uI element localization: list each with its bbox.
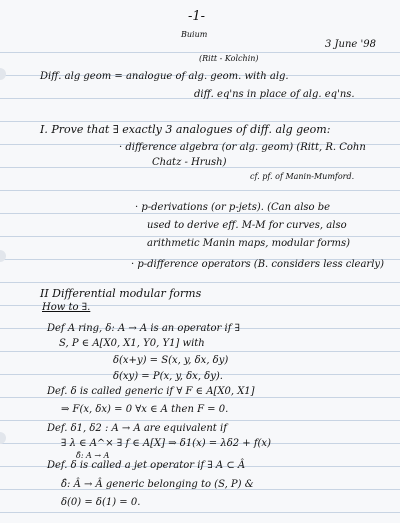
intro-line-2: diff. eq'ns in place of alg. eq'ns. <box>194 89 355 100</box>
ruled-line <box>0 236 400 237</box>
def1-line-4: δ(xy) = P(x, y, δx, δy). <box>113 371 223 382</box>
def1-line-1: Def A ring, δ: A → A is an operator if ∃ <box>47 323 240 334</box>
bullet-1-line-2: Chatz - Hrush) <box>152 157 227 168</box>
date: 3 June '98 <box>325 39 377 50</box>
bullet-2-line-1: · p-derivations (or p-jets). (Can also be <box>135 202 331 213</box>
bullet-1-line-1: · difference algebra (or alg. geom) (Ritt, R. Cohn <box>119 142 366 153</box>
def4-insert: δ̂: A → A <box>76 451 110 460</box>
section-1-heading: I. Prove that ∃ exactly 3 analogues of diff. alg geom: <box>40 123 331 136</box>
author-name: Buium <box>181 30 208 39</box>
def2-line-2: ⇒ F(x, δx) = 0 ∀x ∈ A then F = 0. <box>61 404 229 415</box>
bullet-3-line-1: · p-difference operators (B. considers less clearly) <box>131 259 384 270</box>
def4-line-2: δ̂: Â → Â generic belonging to (S, P) & <box>61 479 254 490</box>
def4-line-3: δ(0) = δ(1) = 0. <box>61 497 141 508</box>
attribution: (Ritt - Kolchin) <box>199 54 259 63</box>
intro-line-1: Diff. alg geom = analogue of alg. geom. with alg. <box>40 71 289 82</box>
ruled-line <box>0 190 400 191</box>
section-2-heading: II Differential modular forms <box>40 287 202 300</box>
page-number: -1- <box>188 9 206 24</box>
punch-hole <box>0 250 6 262</box>
ruled-line <box>0 282 400 283</box>
ruled-line <box>0 121 400 122</box>
ruled-line <box>0 512 400 513</box>
ruled-line <box>0 420 400 421</box>
def4-line-1: Def. δ is called a jet operator if ∃ A ⊂ Â <box>47 460 246 471</box>
section-2-subheading: How to ∃. <box>42 302 91 313</box>
def1-line-3: δ(x+y) = S(x, y, δx, δy) <box>113 355 229 366</box>
ruled-line <box>0 213 400 214</box>
bullet-2-line-3: arithmetic Manin maps, modular forms) <box>147 238 351 249</box>
def2-line-1: Def. δ is called generic if ∀ F ∈ A[X0, X1] <box>47 386 255 397</box>
punch-hole <box>0 68 6 80</box>
ruled-line <box>0 397 400 398</box>
ruled-line <box>0 52 400 53</box>
def1-line-2: S, P ∈ A[X0, X1, Y0, Y1] with <box>59 338 205 349</box>
bullet-1-note: cf. pf. of Manin-Mumford. <box>250 172 355 181</box>
bullet-2-line-2: used to derive eff. M-M for curves, also <box>147 220 347 231</box>
ruled-line <box>0 351 400 352</box>
def3-line-2: ∃ λ ∈ A^× ∃ f ∈ A[X] ⇒ δ1(x) = λδ2 + f(x) <box>61 438 271 449</box>
def3-line-1: Def. δ1, δ2 : A → A are equivalent if <box>47 423 227 434</box>
